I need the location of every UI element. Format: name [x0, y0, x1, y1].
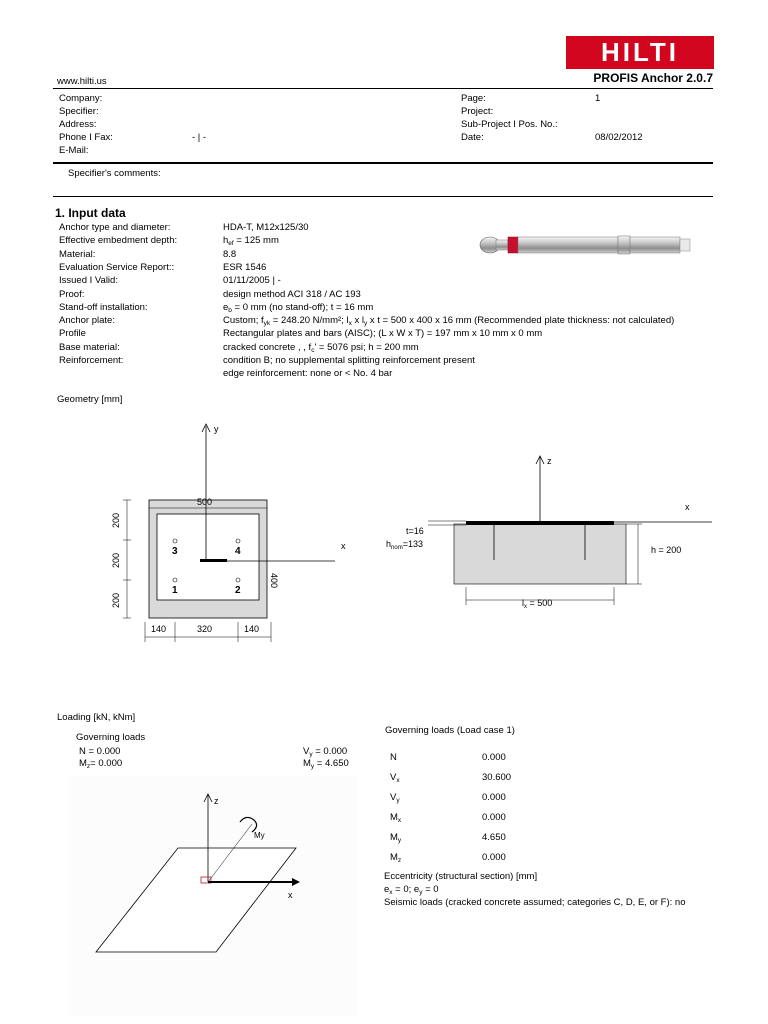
section-axis-z: z [547, 456, 552, 466]
load-symbol: $V_y$ [390, 792, 400, 804]
info-label: Address: [59, 119, 97, 130]
input-label: Effective embedment depth: [59, 235, 178, 247]
load-axis-x: x [288, 890, 293, 900]
plan-dim-left-2: 200 [111, 552, 121, 568]
geometry-plan-view [105, 420, 346, 650]
header-divider [53, 88, 713, 89]
input-value: Custom; $f_{yk} = 248.20$ N/mm²; $l_x$ x $l_y$ x t = 500 x 400 x 16 mm (Recommended plate thickness: not calculated) [223, 315, 675, 328]
hilti-logo [566, 36, 714, 69]
plan-dim-right: 400 [269, 573, 279, 589]
load-table-value: 0.000 [482, 852, 506, 863]
input-label: Reinforcement: [59, 355, 124, 366]
plan-dim-left-1: 200 [111, 512, 121, 528]
section-h-label: h = 200 [651, 545, 682, 555]
info-value: 08/02/2012 [595, 132, 643, 143]
input-label: Evaluation Service Report:: [59, 261, 175, 273]
plan-dim-top: 500 [197, 497, 213, 507]
anchor-image [474, 228, 706, 262]
load-table-value: 30.600 [482, 772, 512, 783]
logo-text: HILTI [600, 37, 680, 67]
load-value: $V_y = 0.000$ [303, 746, 348, 758]
input-label: Anchor plate: [59, 315, 115, 327]
info-divider [53, 162, 713, 164]
info-label: Page: [461, 93, 486, 104]
info-label: Date: [461, 132, 484, 143]
product-name: PROFIS Anchor 2.0.7 [593, 71, 713, 85]
section-lx-label: $l_x = 500$ [522, 598, 553, 610]
input-value: Rectangular plates and bars (AISC); (L x W x T) = 197 mm x 10 mm x 0 mm [223, 328, 543, 340]
info-value: 1 [595, 93, 601, 104]
load-axis-z: z [214, 796, 219, 806]
website-link[interactable]: www.hilti.us [57, 76, 107, 87]
load-value: $M_y = 4.650$ [303, 758, 349, 770]
input-label: Proof: [59, 288, 85, 300]
governing-loads-title: Governing loads [76, 732, 146, 743]
info-label: Phone I Fax: [59, 132, 113, 143]
concrete-section [454, 524, 626, 584]
profile-plan [200, 559, 227, 562]
geometry-title: Geometry [mm] [57, 394, 123, 405]
load-table-value: 0.000 [482, 752, 506, 763]
input-value: condition B; no supplemental splitting reinforcement present [223, 355, 475, 366]
input-label: Profile [59, 328, 86, 340]
section-t-label: t=16 [406, 526, 424, 536]
info-value: - | - [192, 132, 207, 143]
input-value: HDA-T, M12x125/30 [223, 222, 309, 233]
anchor-2-mark [236, 578, 240, 582]
plan-axis-y: y [214, 424, 219, 434]
plan-dim-bottom-3: 140 [244, 624, 260, 634]
specifier-comments-label: Specifier's comments: [68, 168, 161, 179]
anchor-4-mark [236, 539, 240, 543]
geometry-section-view [380, 450, 715, 610]
eccentricity-title: Eccentricity (structural section) [mm] [384, 871, 538, 882]
input-label: Anchor type and diameter: [59, 222, 171, 233]
anchor-label-4: 4 [235, 546, 241, 557]
loading-title: Loading [kN, kNm] [57, 712, 136, 723]
info-label: Sub-Project I Pos. No.: [461, 119, 558, 130]
input-label: Issued I Valid: [59, 275, 118, 287]
load-table-value: 4.650 [482, 832, 506, 843]
input-value: $h_{ef} = 125$ mm [223, 235, 279, 248]
section-axis-x: x [685, 502, 690, 512]
load-table-value: 0.000 [482, 792, 506, 803]
plan-dim-bottom-1: 140 [151, 624, 167, 634]
input-data-title: 1. Input data [55, 206, 126, 220]
plan-axis-x: x [341, 541, 346, 551]
info-label: Company: [59, 93, 103, 104]
anchor-label-2: 2 [235, 585, 241, 596]
seismic-loads: Seismic loads (cracked concrete assumed; categories C, D, E, or F): no [384, 897, 686, 908]
load-moment-label: My [254, 831, 265, 840]
input-value: $e_b = 0$ mm (no stand-off); t = 16 mm [223, 301, 374, 314]
plan-dim-left-3: 200 [111, 592, 121, 608]
load-table-value: 0.000 [482, 812, 506, 823]
load-case-title: Governing loads (Load case 1) [385, 725, 515, 736]
input-value: 01/11/2005 | - [223, 275, 281, 287]
anchor-label-3: 3 [172, 546, 178, 557]
input-value: 8.8 [223, 248, 237, 260]
info-label: Project: [461, 106, 494, 117]
anchor-label-1: 1 [172, 585, 178, 596]
input-value: ESR 1546 [223, 261, 267, 273]
info-label: Specifier: [59, 106, 99, 117]
eccentricity-value: $e_x = 0$; $e_y = 0$ [384, 884, 439, 896]
load-symbol: $M_y$ [390, 832, 402, 844]
load-symbol: $V_x$ [390, 772, 400, 784]
input-label: Material: [59, 248, 96, 260]
load-symbol: $M_x$ [390, 812, 402, 824]
input-label: Base material: [59, 341, 120, 353]
input-value: cracked concrete , , $f_c' = 5076$ psi; h = 200 mm [223, 341, 419, 354]
anchor-3-mark [173, 539, 177, 543]
comments-divider [53, 196, 713, 197]
load-symbol: $M_z$ [390, 852, 402, 864]
anchor-1-mark [173, 578, 177, 582]
load-value: $M_z= 0.000$ [79, 758, 123, 770]
load-symbol: N [390, 752, 397, 763]
anchor-plate-section [466, 521, 614, 525]
input-value: design method ACI 318 / AC 193 [223, 288, 361, 300]
load-diagram [68, 776, 358, 1016]
input-value: edge reinforcement: none or < No. 4 bar [223, 368, 393, 380]
load-value: N = 0.000 [79, 746, 121, 757]
input-label: Stand-off installation: [59, 301, 148, 313]
plan-dim-bottom-2: 320 [197, 624, 213, 634]
section-hnom-label: $h_{nom}=133$ [386, 539, 423, 551]
info-label: E-Mail: [59, 145, 89, 156]
